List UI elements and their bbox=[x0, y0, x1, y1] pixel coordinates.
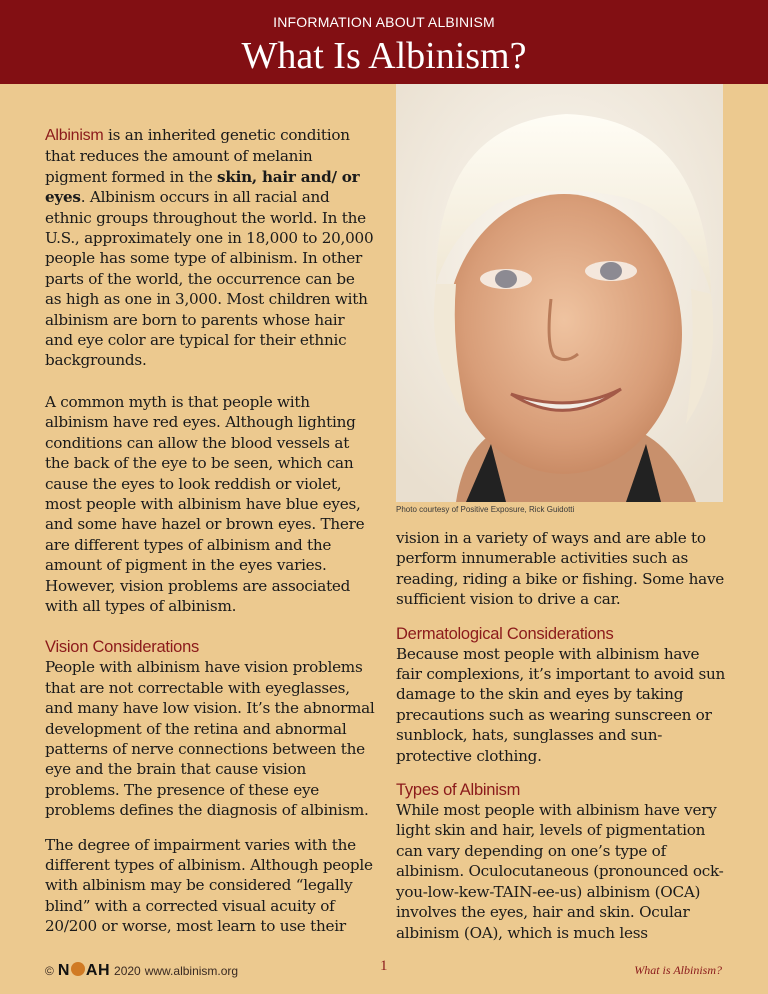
vision-heading: Vision Considerations bbox=[45, 638, 200, 657]
intro-bold-text: skin, hair and/ or eyes bbox=[45, 167, 360, 207]
left-column bbox=[45, 125, 375, 937]
portrait-photo bbox=[396, 84, 723, 502]
photo-caption: Photo courtesy of Positive Exposure, Rick Guidotti bbox=[396, 505, 575, 514]
noah-logo: N AH bbox=[57, 962, 111, 979]
footer-url[interactable]: www.albinism.org bbox=[144, 964, 239, 978]
derm-heading: Dermatological Considerations bbox=[396, 624, 614, 643]
types-heading: Types of Albinism bbox=[396, 781, 521, 800]
intro-lead-term: Albinism bbox=[45, 127, 104, 144]
footer-year: 2020 bbox=[114, 964, 141, 978]
portrait-illustration bbox=[396, 84, 723, 502]
right-column bbox=[396, 528, 728, 943]
footer-credit bbox=[45, 962, 238, 980]
derm-paragraph: Because most people with albinism have fair complexions, it’s important to avoid sun damage to the skin and eyes by taking precautions such as wearing sunscreen or sunblock, hats, sunglasses and sun-protective clothing. bbox=[396, 644, 726, 765]
footer-doc-title: What is Albinism? bbox=[634, 963, 722, 977]
page-title: What Is Albinism? bbox=[241, 35, 527, 77]
vision-paragraph-continued: vision in a variety of ways and are able to perform innumerable activities such as reading, riding a bike or fishing. Some have sufficient vision to drive a car. bbox=[396, 529, 725, 609]
header-kicker: INFORMATION ABOUT ALBINISM bbox=[273, 14, 495, 30]
page-number: 1 bbox=[380, 958, 388, 974]
vision-paragraph-2: The degree of impairment varies with the different types of albinism. Although people with albinism may be considered “legally blind” with a corrected visual acuity of 20/200 or worse, most learn to use their bbox=[45, 835, 373, 936]
intro-paragraph bbox=[45, 125, 375, 371]
page-header bbox=[0, 0, 768, 84]
copyright-symbol: © bbox=[45, 964, 54, 978]
myth-paragraph: A common myth is that people with albinism have red eyes. Although lighting conditions can allow the blood vessels at the back of the eye to be seen, which can cause the eyes to look reddish or violet, most people with albinism have blue eyes, and some have hazel or brown eyes. There are different types of albinism and the amount of pigment in the eyes varies. However, vision problems are associated with all types of albinism. bbox=[45, 392, 365, 615]
intro-text-2: . Albinism occurs in all racial and ethnic groups throughout the world. In the U.S., approximately one in 18,000 to 20,000 people has some type of albinism. In other parts of the world, the occurrence can be as high as one in 3,000. Most children with albinism are born to parents whose hair and eye color are typical for their ethnic backgrounds. bbox=[45, 188, 374, 370]
intro-text-1: is an inherited genetic condition that reduces the amount of melanin pigment formed in the bbox=[45, 126, 350, 186]
logo-circle-icon bbox=[71, 962, 85, 976]
vision-paragraph-1: People with albinism have vision problems that are not correctable with eyeglasses, and many have low vision. It’s the abnormal development of the retina and abnormal patterns of nerve connections between the eye and the brain that cause vision problems. The presence of these eye problems defines the diagnosis of albinism. bbox=[45, 658, 375, 820]
types-paragraph: While most people with albinism have very light skin and hair, levels of pigmentation can vary depending on one’s type of albinism. Oculocutaneous (pronounced ock-you-low-kew-TAIN-ee-us) albinism (OCA) involves the eyes, hair and skin. Ocular albinism (OA), which is much less bbox=[396, 801, 724, 942]
